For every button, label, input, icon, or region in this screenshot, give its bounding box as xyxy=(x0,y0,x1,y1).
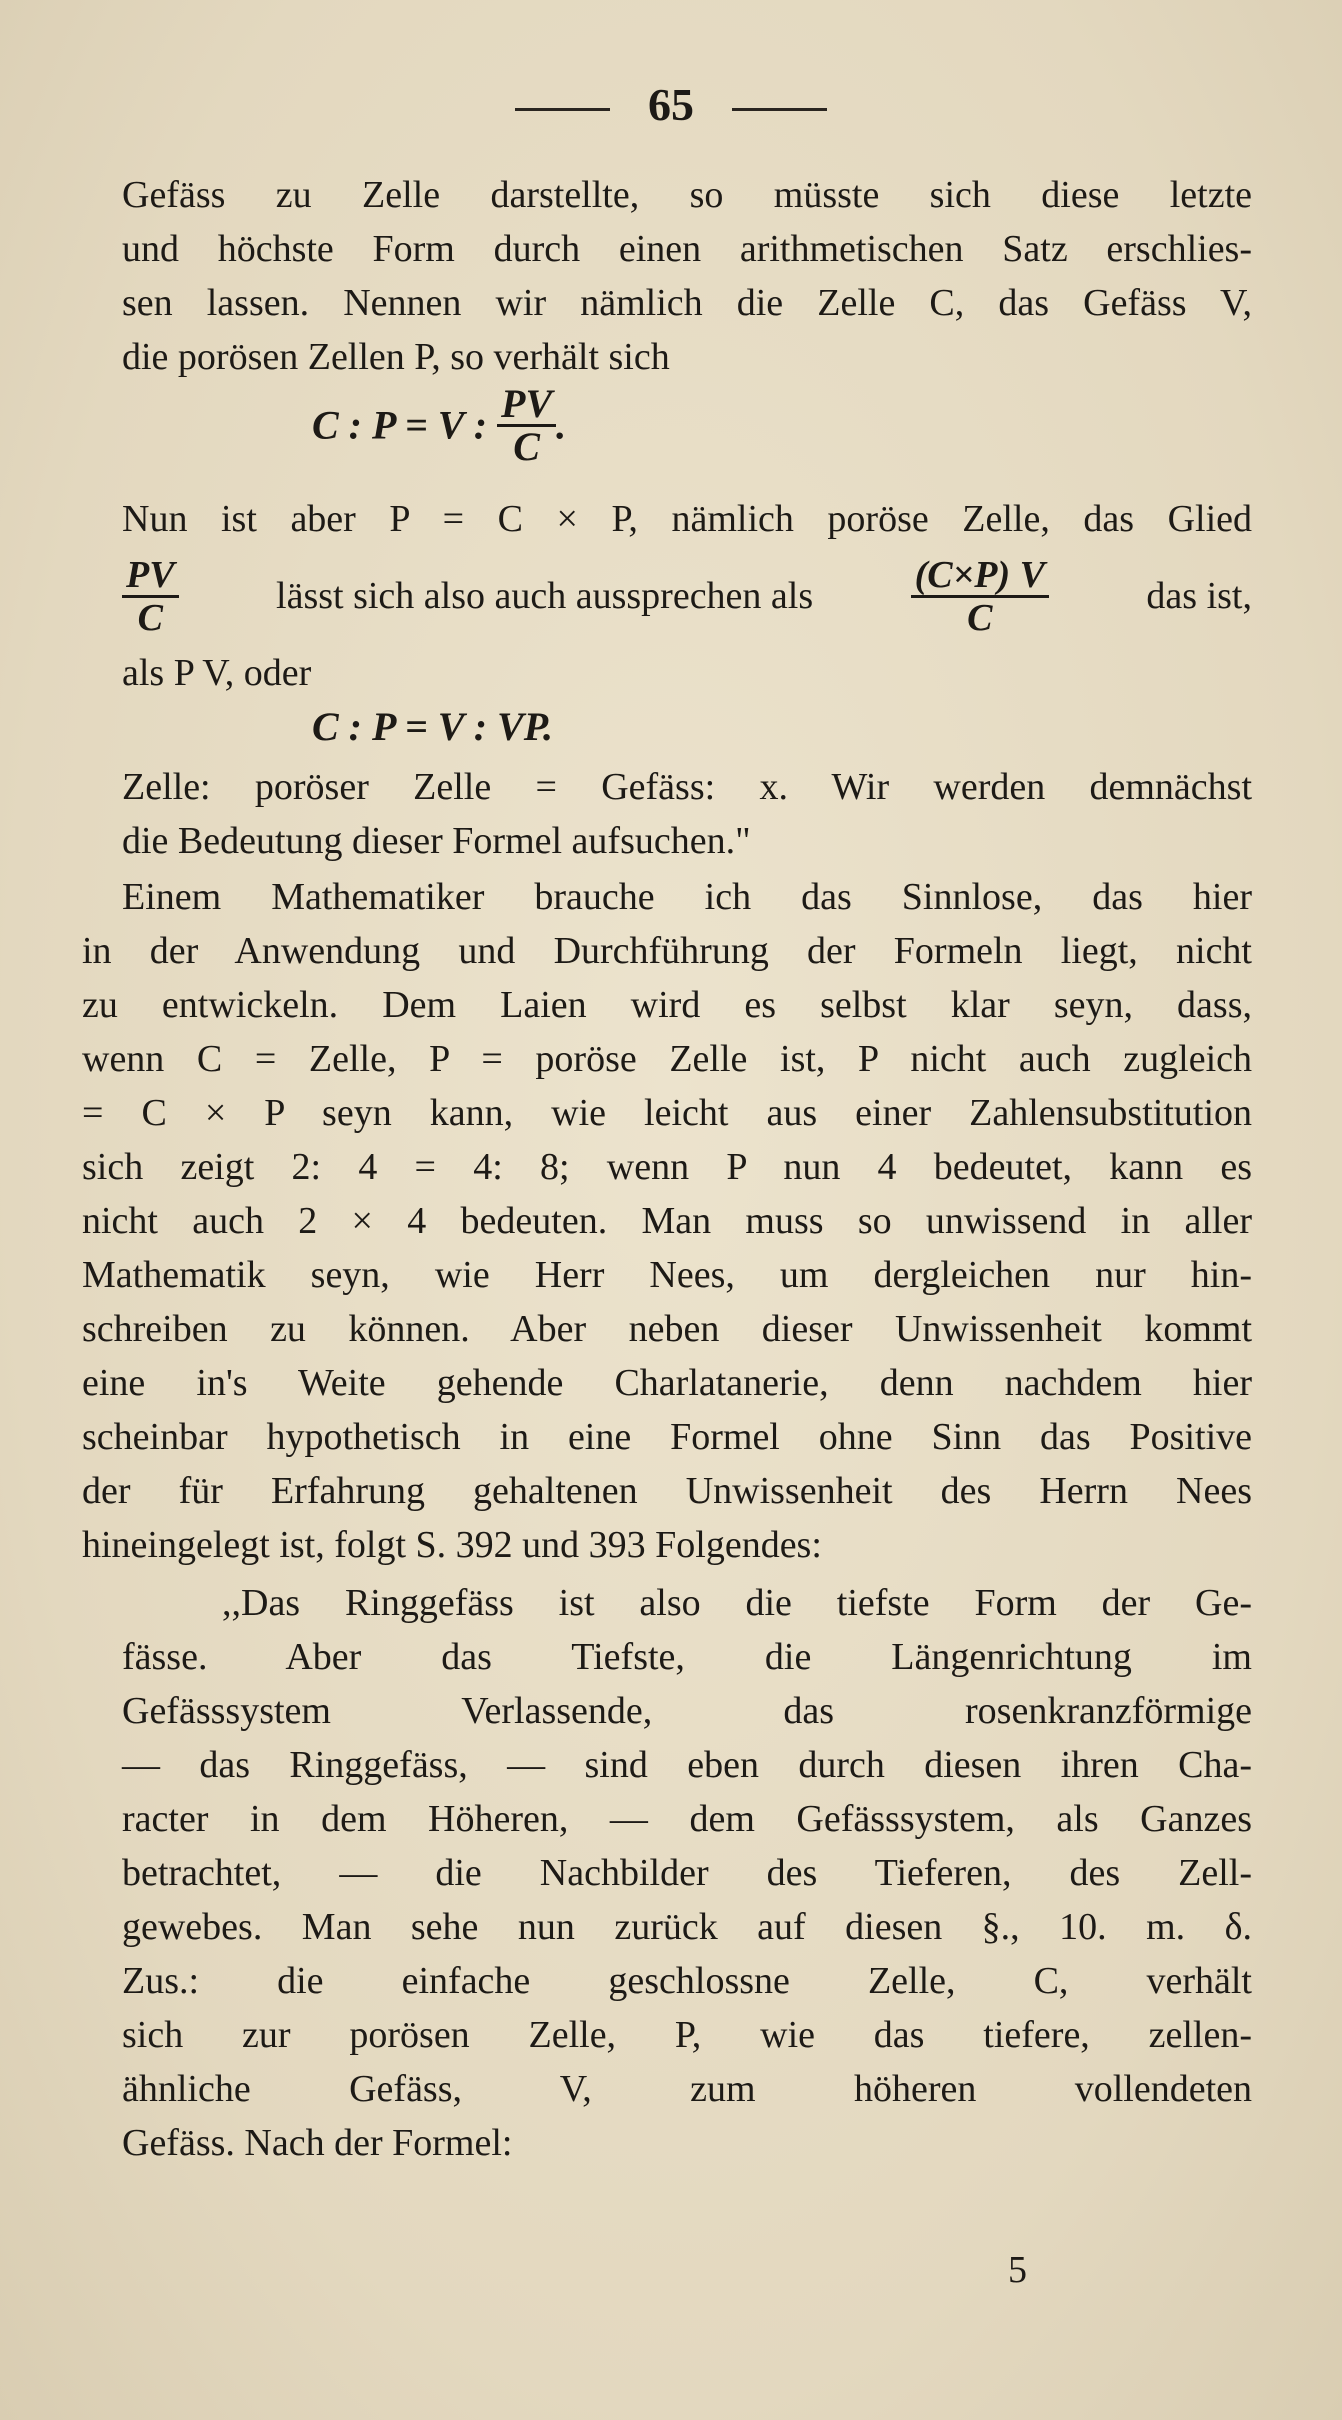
text-line: gewebes. Man sehe nun zurück auf diesen §., 10. m. δ. xyxy=(122,1906,1252,1948)
text-line: Nun ist aber P = C × P, nämlich poröse Zelle, das Glied xyxy=(122,498,1252,540)
text-line: sen lassen. Nennen wir nämlich die Zelle C, das Gefäss V, xyxy=(122,282,1252,324)
header-dash-left xyxy=(515,108,610,111)
text-line: schreiben zu können. Aber neben dieser Unwissenheit kommt xyxy=(82,1308,1252,1350)
text-line: eine in's Weite gehende Charlatanerie, denn nachdem hier xyxy=(82,1362,1252,1404)
text-line: scheinbar hypothetisch in eine Formel ohne Sinn das Positive xyxy=(82,1416,1252,1458)
text-line: Gefässsystem Verlassende, das rosenkranzförmige xyxy=(122,1690,1252,1732)
text-line: die porösen Zellen P, so verhält sich xyxy=(122,336,670,378)
text-line: als P V, oder xyxy=(122,652,312,694)
text-line: betrachtet, — die Nachbilder des Tieferen, des Zell- xyxy=(122,1852,1252,1894)
quote-block xyxy=(122,1576,1252,2170)
text-line: Zelle: poröser Zelle = Gefäss: x. Wir werden demnächst xyxy=(122,766,1252,808)
fraction-denominator: C xyxy=(137,596,163,639)
fraction-line xyxy=(122,546,1252,646)
header-dash-right xyxy=(732,108,827,111)
text-line: ,,Das Ringgefäss ist also die tiefste Form der Ge- xyxy=(222,1582,1252,1624)
text-line: sich zur porösen Zelle, P, wie das tiefere, zellen- xyxy=(122,2014,1252,2056)
text-line: ähnliche Gefäss, V, zum höheren vollendeten xyxy=(122,2068,1252,2110)
text-line: nicht auch 2 × 4 bedeuten. Man muss so unwissend in aller xyxy=(82,1200,1252,1242)
fraction-line-middle-text: lässt sich also auch aussprechen als xyxy=(276,575,814,617)
text-line: die Bedeutung dieser Formel aufsuchen." xyxy=(122,820,751,862)
formula-1-fraction xyxy=(497,381,556,469)
fraction-numerator: PV xyxy=(497,384,556,427)
text-line: wenn C = Zelle, P = poröse Zelle ist, P nicht auch zugleich xyxy=(82,1038,1252,1080)
fraction-denominator: C xyxy=(513,424,540,469)
page-header xyxy=(0,78,1342,131)
text-line: Gefäss. Nach der Formel: xyxy=(122,2122,513,2164)
formula-1 xyxy=(122,381,1252,492)
fraction-numerator: (C×P) V xyxy=(911,555,1049,598)
formula-1-end: . xyxy=(556,402,567,448)
fraction-line-end-text: das ist, xyxy=(1146,575,1252,617)
text-line: sich zeigt 2: 4 = 4: 8; wenn P nun 4 bedeutet, kann es xyxy=(82,1146,1252,1188)
formula-1-left: C : P = V : xyxy=(312,402,488,448)
formula-2: C : P = V : VP. xyxy=(312,704,553,749)
text-line: zu entwickeln. Dem Laien wird es selbst klar seyn, dass, xyxy=(82,984,1252,1026)
text-line: Einem Mathematiker brauche ich das Sinnlose, das hier xyxy=(122,876,1252,918)
fraction-cp-v-over-c xyxy=(911,555,1049,638)
fraction-numerator: PV xyxy=(122,555,179,598)
text-line: Mathematik seyn, wie Herr Nees, um dergleichen nur hin- xyxy=(82,1254,1252,1296)
text-line: racter in dem Höheren, — dem Gefässsystem, als Ganzes xyxy=(122,1798,1252,1840)
fraction-denominator: C xyxy=(967,596,993,639)
text-line: Gefäss zu Zelle darstellte, so müsste sich diese letzte xyxy=(122,174,1252,216)
paragraph-2 xyxy=(82,870,1252,1572)
text-line: — das Ringgefäss, — sind eben durch diesen ihren Cha- xyxy=(122,1744,1252,1786)
text-line: und höchste Form durch einen arithmetischen Satz erschlies- xyxy=(122,228,1252,270)
text-line: hineingelegt ist, folgt S. 392 und 393 Folgendes: xyxy=(82,1524,822,1566)
body-text xyxy=(82,168,1252,2170)
text-line: der für Erfahrung gehaltenen Unwissenheit des Herrn Nees xyxy=(82,1470,1252,1512)
text-line: Zus.: die einfache geschlossne Zelle, C, verhält xyxy=(122,1960,1252,2002)
page-number: 65 xyxy=(648,79,694,130)
fraction-pv-over-c xyxy=(122,555,179,638)
text-line: = C × P seyn kann, wie leicht aus einer Zahlensubstitution xyxy=(82,1092,1252,1134)
signature-mark: 5 xyxy=(1008,2249,1027,2291)
text-line: fässe. Aber das Tiefste, die Längenrichtung im xyxy=(122,1636,1252,1678)
text-line: in der Anwendung und Durchführung der Formeln liegt, nicht xyxy=(82,930,1252,972)
